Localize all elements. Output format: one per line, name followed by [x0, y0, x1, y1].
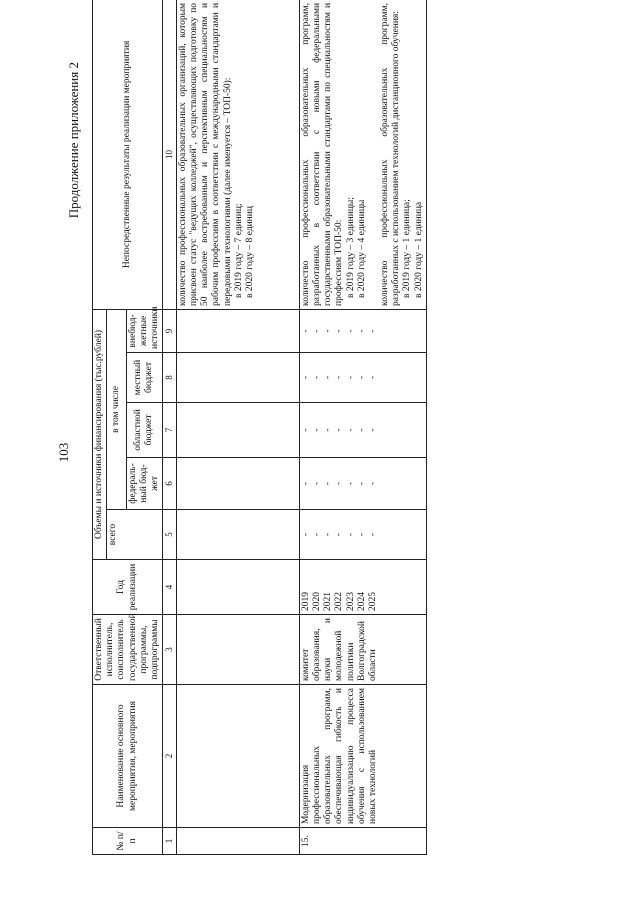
year-value: 2021: [323, 592, 334, 611]
dash: -: [356, 375, 367, 380]
local-values: [299, 353, 426, 403]
dash: -: [368, 481, 379, 486]
year-value: 2024: [356, 592, 367, 611]
dash: -: [334, 329, 345, 333]
dash: -: [368, 428, 379, 432]
dash: -: [323, 481, 334, 486]
col-number: 10: [163, 0, 177, 309]
regional-values: [299, 403, 426, 458]
result-cell-top: [176, 0, 299, 309]
dash: -: [323, 329, 334, 333]
dash: -: [312, 375, 323, 380]
dash: -: [312, 428, 323, 432]
years-list: [299, 560, 426, 615]
dash: -: [356, 481, 367, 486]
result-text: количество профессиональных образовательных программ, разработанных с использованием технологий дистанционного обучения:: [380, 2, 402, 306]
header-extrabudgetary: внебюд-жетные источники: [126, 309, 163, 352]
dash: -: [345, 375, 356, 380]
dash: -: [300, 329, 311, 333]
year-value: 2022: [334, 592, 345, 611]
header-result: Непосредственные результаты реализации мероприятия: [93, 0, 163, 309]
dash: -: [312, 532, 323, 537]
result-text: количество профессиональных образовательных программ, разработанных в соответствии с новыми федеральными государственными образовательными стандартами по специальностям и профессиям ТОП-50:: [300, 2, 345, 306]
result-line: в 2020 году – 8 единиц: [245, 206, 256, 298]
dash: -: [323, 375, 334, 380]
dash: -: [300, 481, 311, 486]
dash: -: [368, 375, 379, 380]
dash: -: [334, 481, 345, 486]
column-number-row: [163, 0, 177, 855]
responsible-executor: комитет образования, науки и молодежной политики Волгоградской области: [299, 615, 426, 685]
dash: -: [323, 428, 334, 432]
dash: -: [323, 532, 334, 537]
dash: -: [312, 481, 323, 486]
year-value: 2019: [300, 592, 311, 611]
col-number: 9: [163, 309, 177, 352]
col-number: 8: [163, 353, 177, 403]
result-line: в 2019 году – 7 единиц;: [233, 203, 244, 298]
dash: -: [356, 428, 367, 432]
page-number: 103: [56, 442, 71, 463]
dash: -: [334, 375, 345, 380]
result-line: в 2019 году – 1 единица;: [402, 199, 413, 298]
header-total: всего: [107, 510, 163, 560]
header-federal: федераль-ный бюд-жет: [126, 458, 163, 510]
header-including: в том числе: [107, 309, 126, 509]
dash: -: [334, 532, 345, 537]
col-number: 7: [163, 403, 177, 458]
header-financing: Объемы и источники финансирования (тыс.рублей): [93, 309, 107, 559]
row-number: 15.: [299, 828, 426, 855]
header-year: Год реализации: [93, 560, 163, 615]
result-text: количество профессиональных образовательных организаций, которым присвоен статус "ведущих колледжей", осуществляющих подготовку по 50 наиболее востребованным и перспективным специальностям и рабочим профессиям в соответствии с международными стандартами и передовыми технологиями (далее именуется – ТОП-50):: [177, 2, 233, 306]
dash: -: [345, 428, 356, 432]
header-regional: областной бюджет: [126, 403, 163, 458]
table-row: [299, 0, 426, 855]
header-responsible: Ответственный исполнитель, соисполнитель государственной программы, подпрограммы: [93, 615, 163, 685]
dash: -: [345, 532, 356, 537]
col-number: 3: [163, 615, 177, 685]
table-row-continued: [176, 0, 299, 855]
result-line: в 2020 году – 4 единицы: [356, 199, 367, 298]
dash: -: [300, 532, 311, 537]
col-number: 5: [163, 510, 177, 560]
header-name: Наименование основного мероприятия, мероприятия: [93, 685, 163, 828]
dash: -: [300, 428, 311, 432]
header-num: № п/п: [93, 828, 163, 855]
dash: -: [368, 532, 379, 537]
result-line: в 2019 году – 3 единицы;: [345, 197, 356, 298]
result-line: в 2020 году – 1 единица: [413, 201, 424, 298]
year-value: 2020: [312, 592, 323, 611]
header-local: местный бюджет: [126, 353, 163, 403]
year-value: 2023: [345, 592, 356, 611]
result-cell: [299, 0, 426, 309]
col-number: 1: [163, 828, 177, 855]
dash: -: [368, 329, 379, 333]
total-values: [299, 510, 426, 560]
col-number: 4: [163, 560, 177, 615]
year-value: 2025: [368, 592, 379, 611]
dash: -: [356, 532, 367, 537]
program-table: [92, 0, 427, 855]
federal-values: [299, 458, 426, 510]
dash: -: [312, 329, 323, 333]
dash: -: [300, 375, 311, 380]
dash: -: [356, 329, 367, 333]
col-number: 6: [163, 458, 177, 510]
extrabudgetary-values: [299, 309, 426, 352]
dash: -: [345, 329, 356, 333]
dash: -: [334, 428, 345, 432]
dash: -: [345, 481, 356, 486]
col-number: 2: [163, 685, 177, 828]
continuation-title: Продолжение приложения 2: [66, 62, 81, 219]
activity-name: Модернизация профессиональных образовательных программ, обеспечивающая гибкость и индивидуализацию процесса обучения с использованием новых технологий: [299, 685, 426, 828]
